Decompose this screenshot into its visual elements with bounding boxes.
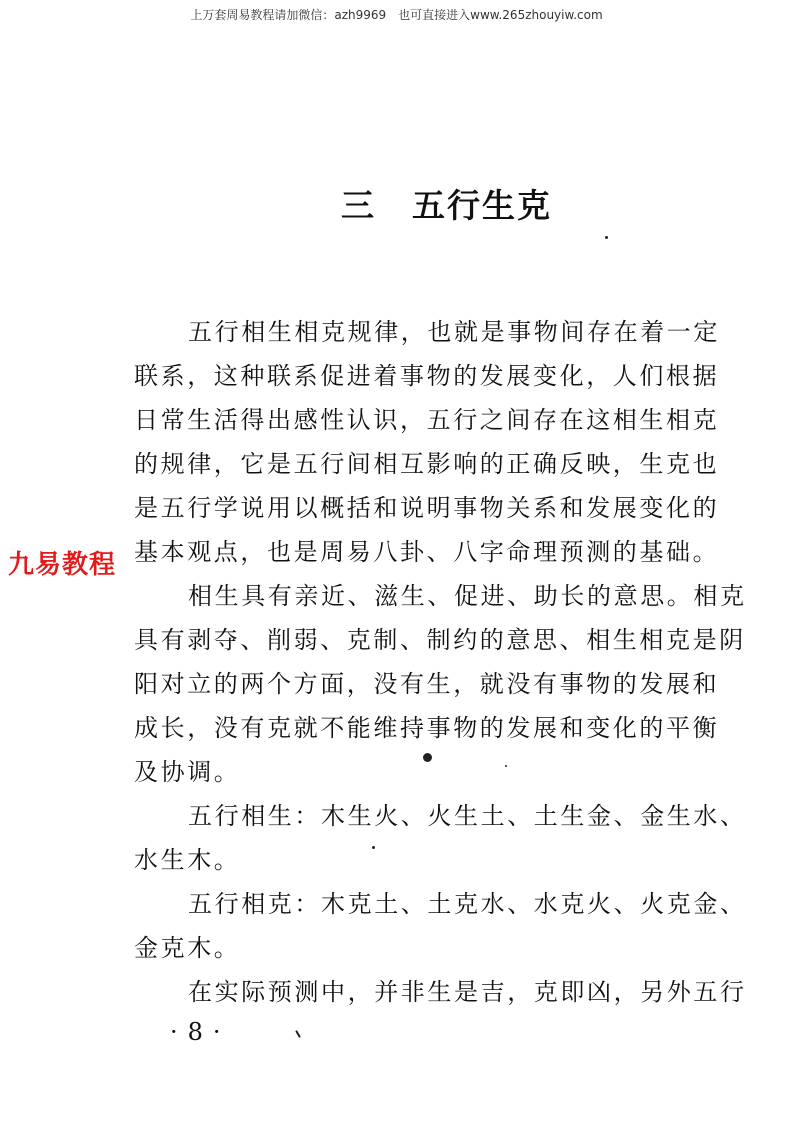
- paragraph-line: 具有剥夺、削弱、克制、制约的意思、相生相克是阴: [134, 626, 746, 654]
- paragraph-line: 日常生活得出感性认识，五行之间存在这相生相克: [134, 406, 720, 434]
- paragraph-line: 是五行学说用以概括和说明事物关系和发展变化的: [134, 494, 720, 522]
- paragraph-line: 阳对立的两个方面，没有生，就没有事物的发展和: [134, 670, 720, 698]
- paragraph-line: 金克木。: [134, 934, 241, 962]
- paragraph-line: 五行相生相克规律，也就是事物间存在着一定: [188, 318, 720, 346]
- paragraph-line: 联系，这种联系促进着事物的发展变化，人们根据: [134, 362, 720, 390]
- paragraph-line: 及协调。: [134, 758, 241, 786]
- page-number: ·8·: [170, 1018, 231, 1046]
- chapter-title-text: 五行生克: [412, 186, 552, 225]
- scan-speck: [372, 846, 375, 849]
- scan-speck: [423, 753, 432, 762]
- chapter-title: [341, 180, 552, 227]
- scan-speck: [605, 236, 608, 239]
- header-note: 上万套周易教程请加微信：azh9969 也可直接进入www.265zhouyiw.com: [190, 8, 603, 22]
- paragraph-line: 成长，没有克就不能维持事物的发展和变化的平衡: [134, 714, 720, 742]
- scan-speck: [295, 1030, 301, 1038]
- paragraph-line: 在实际预测中，并非生是吉，克即凶，另外五行: [188, 978, 747, 1006]
- paragraph-line: 水生木。: [134, 846, 241, 874]
- paragraph-line: 的规律，它是五行间相互影响的正确反映，生克也: [134, 450, 720, 478]
- paragraph-line: 五行相生：木生火、火生土、土生金、金生水、: [188, 802, 747, 830]
- watermark-logo: 九易教程: [8, 544, 116, 581]
- paragraph-line: 基本观点，也是周易八卦、八字命理预测的基础。: [134, 538, 720, 566]
- body-text: [134, 310, 754, 1014]
- paragraph-line: 相生具有亲近、滋生、促进、助长的意思。相克: [188, 582, 747, 610]
- scan-speck: [505, 765, 507, 767]
- chapter-number: 三: [341, 186, 376, 225]
- paragraph-line: 五行相克：木克土、土克水、水克火、火克金、: [188, 890, 747, 918]
